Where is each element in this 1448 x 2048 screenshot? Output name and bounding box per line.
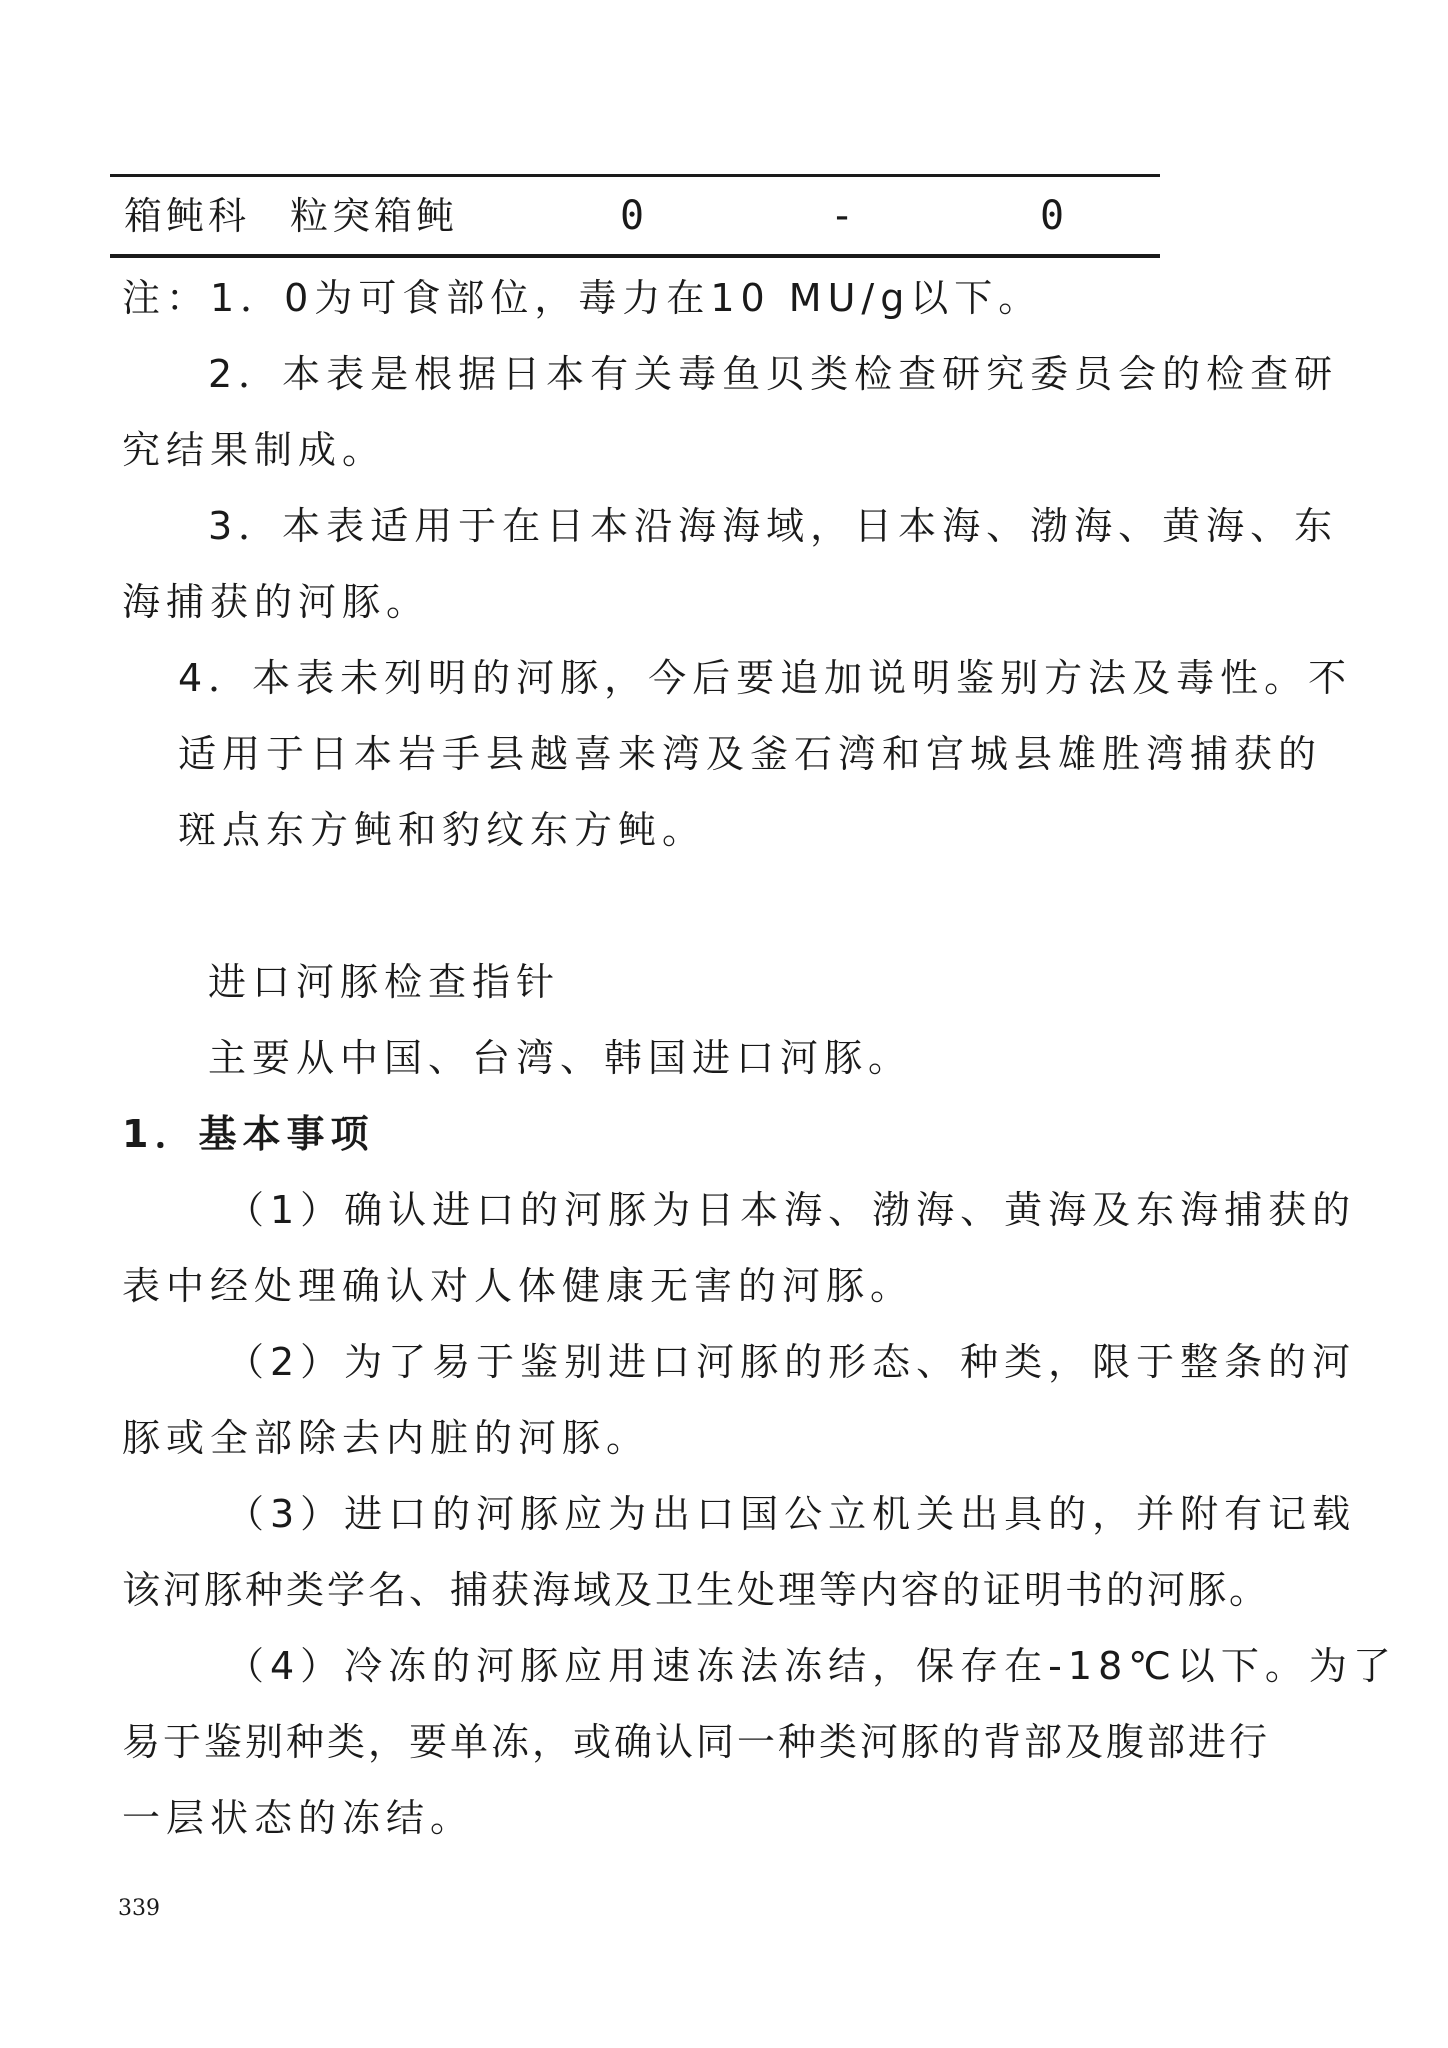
item-1-line-2: 表中经处理确认对人体健康无害的河豚。 — [122, 1264, 915, 1308]
table-cell-value-3: 0 — [1040, 193, 1065, 239]
table-cell-species: 粒突箱鲀 — [290, 194, 459, 238]
note-4-line-1: 4．本表未列明的河豚，今后要追加说明鉴别方法及毒性。不 — [178, 656, 1353, 700]
note-3-line-1: 3．本表适用于在日本沿海海域，日本海、渤海、黄海、东 — [208, 504, 1339, 548]
note-4-line-3: 斑点东方鲀和豹纹东方鲀。 — [178, 808, 707, 852]
table-cell-value-1: 0 — [620, 193, 645, 239]
section-intro: 主要从中国、台湾、韩国进口河豚。 — [208, 1036, 913, 1080]
note-4-line-2: 适用于日本岩手县越喜来湾及釜石湾和宫城县雄胜湾捕获的 — [178, 732, 1323, 776]
table-cell-value-2: - — [830, 193, 855, 239]
item-2-line-1: （2）为了易于鉴别进口河豚的形态、种类，限于整条的河 — [226, 1340, 1357, 1384]
section-title: 进口河豚检查指针 — [208, 960, 561, 1004]
section-heading: 1．基本事项 — [122, 1112, 375, 1156]
item-3-line-1: （3）进口的河豚应为出口国公立机关出具的，并附有记载 — [226, 1492, 1357, 1536]
item-4-line-1: （4）冷冻的河豚应用速冻法冻结，保存在-18℃以下。为了 — [226, 1644, 1397, 1688]
item-4-line-3: 一层状态的冻结。 — [122, 1796, 475, 1840]
note-2-line-2: 究结果制成。 — [122, 428, 387, 472]
note-3-line-2: 海捕获的河豚。 — [122, 580, 431, 624]
fish-toxicity-table-row — [110, 174, 1160, 258]
item-1-line-1: （1）确认进口的河豚为日本海、渤海、黄海及东海捕获的 — [226, 1188, 1357, 1232]
item-2-line-2: 豚或全部除去内脏的河豚。 — [122, 1416, 651, 1460]
note-2-line-1: 2．本表是根据日本有关毒鱼贝类检查研究委员会的检查研 — [208, 352, 1339, 396]
page-number: 339 — [118, 1896, 160, 1921]
item-3-line-2: 该河豚种类学名、捕获海域及卫生处理等内容的证明书的河豚。 — [122, 1568, 1271, 1612]
note-1: 注：1．0为可食部位，毒力在10 MU/g以下。 — [122, 276, 1043, 320]
table-cell-family: 箱鲀科 — [124, 194, 251, 238]
item-4-line-2: 易于鉴别种类，要单冻，或确认同一种类河豚的背部及腹部进行 — [122, 1720, 1271, 1764]
